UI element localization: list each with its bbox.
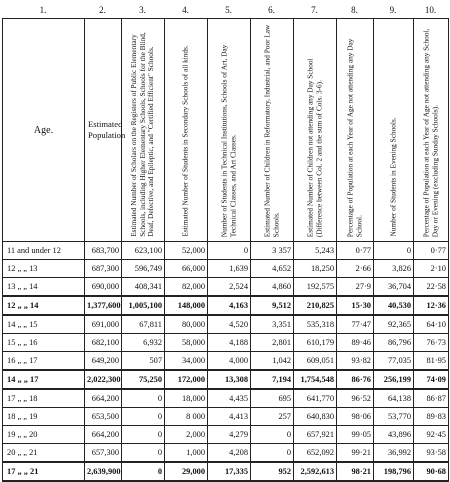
value-cell-col9: 36,704 bbox=[374, 278, 414, 297]
value-cell-col9: 40,530 bbox=[374, 296, 414, 315]
value-cell-col3: 0 bbox=[122, 444, 165, 463]
column-number-row bbox=[2, 2, 448, 18]
value-cell-col8: 96·52 bbox=[337, 389, 374, 408]
value-cell-col3: 0 bbox=[122, 408, 165, 426]
value-cell-col2: 664,200 bbox=[85, 426, 122, 444]
value-cell-col10: 0·77 bbox=[414, 242, 449, 260]
value-cell-col4: 80,000 bbox=[165, 315, 208, 334]
header-population: Estimated Population bbox=[85, 19, 122, 242]
value-cell-col10: 22·58 bbox=[414, 278, 449, 297]
value-cell-col4: 66,000 bbox=[165, 260, 208, 278]
value-cell-col6: 3 357 bbox=[251, 242, 294, 260]
value-cell-col5: 4,000 bbox=[208, 352, 251, 371]
value-cell-col4: 148,000 bbox=[165, 296, 208, 315]
value-cell-col6: 4,652 bbox=[251, 260, 294, 278]
header-col7-text: Estimated Number of Children not attending any Day School (Difference between Col. 2 and the sum of Cols. 3-6). bbox=[305, 58, 323, 237]
header-col10 bbox=[414, 19, 449, 242]
value-cell-col4: 18,000 bbox=[165, 389, 208, 408]
value-cell-col4: 58,000 bbox=[165, 334, 208, 352]
value-cell-col4: 34,000 bbox=[165, 352, 208, 371]
value-cell-col3: 0 bbox=[122, 462, 165, 481]
value-cell-col9: 92,365 bbox=[374, 315, 414, 334]
value-cell-col3: 623,100 bbox=[122, 242, 165, 260]
value-cell-col10: 76·73 bbox=[414, 334, 449, 352]
value-cell-col7: 652,092 bbox=[294, 444, 337, 463]
value-cell-col5: 4,279 bbox=[208, 426, 251, 444]
value-cell-col8: 89·46 bbox=[337, 334, 374, 352]
value-cell-col7: 18,250 bbox=[294, 260, 337, 278]
value-cell-col10: 92·45 bbox=[414, 426, 449, 444]
value-cell-col4: 8 000 bbox=[165, 408, 208, 426]
header-col6-text: Estimated Number of Children in Reformatory, Industrial, and Poor Law Schools. bbox=[262, 24, 280, 237]
age-cell: 14 „ „ 15 bbox=[3, 315, 85, 334]
value-cell-col10: 12·36 bbox=[414, 296, 449, 315]
header-col4-text: Estimated Number of Students in Secondary Schools of all kinds. bbox=[180, 45, 190, 237]
header-col5 bbox=[208, 19, 251, 242]
value-cell-col7: 210,825 bbox=[294, 296, 337, 315]
header-col8 bbox=[337, 19, 374, 242]
header-col3 bbox=[122, 19, 165, 242]
value-cell-col3: 75,250 bbox=[122, 370, 165, 389]
value-cell-col2: 649,200 bbox=[85, 352, 122, 371]
table-row bbox=[3, 278, 449, 297]
age-cell: 15 „ „ 16 bbox=[3, 334, 85, 352]
value-cell-col6: 9,512 bbox=[251, 296, 294, 315]
value-cell-col9: 3,826 bbox=[374, 260, 414, 278]
value-cell-col7: 535,318 bbox=[294, 315, 337, 334]
value-cell-col7: 2,592,613 bbox=[294, 462, 337, 481]
header-row bbox=[3, 19, 449, 242]
value-cell-col2: 690,000 bbox=[85, 278, 122, 297]
table-row bbox=[3, 315, 449, 334]
header-col7 bbox=[294, 19, 337, 242]
value-cell-col4: 172,000 bbox=[165, 370, 208, 389]
value-cell-col8: 98·06 bbox=[337, 408, 374, 426]
value-cell-col3: 0 bbox=[122, 389, 165, 408]
value-cell-col9: 198,796 bbox=[374, 462, 414, 481]
value-cell-col8: 99·05 bbox=[337, 426, 374, 444]
value-cell-col9: 36,992 bbox=[374, 444, 414, 463]
statistics-table-page bbox=[2, 2, 448, 482]
table-row bbox=[3, 426, 449, 444]
value-cell-col8: 0·77 bbox=[337, 242, 374, 260]
value-cell-col7: 641,770 bbox=[294, 389, 337, 408]
column-number: 3. bbox=[139, 5, 146, 15]
column-number: 5. bbox=[225, 5, 232, 15]
header-col8-text: Percentage of Population at each Year of Age not attending any Day School. bbox=[345, 38, 363, 237]
table-row bbox=[3, 352, 449, 371]
value-cell-col2: 1,377,600 bbox=[85, 296, 122, 315]
value-cell-col8: 98·21 bbox=[337, 462, 374, 481]
value-cell-col5: 13,308 bbox=[208, 370, 251, 389]
value-cell-col2: 682,100 bbox=[85, 334, 122, 352]
value-cell-col2: 2,022,300 bbox=[85, 370, 122, 389]
value-cell-col6: 0 bbox=[251, 444, 294, 463]
value-cell-col4: 52,000 bbox=[165, 242, 208, 260]
table-total-row bbox=[3, 462, 449, 481]
table-row bbox=[3, 334, 449, 352]
value-cell-col9: 43,896 bbox=[374, 426, 414, 444]
age-cell: 16 „ „ 17 bbox=[3, 352, 85, 371]
header-col9-text: Number of Students in Evening Schools. bbox=[388, 117, 398, 237]
header-col4 bbox=[165, 19, 208, 242]
value-cell-col10: 2·10 bbox=[414, 260, 449, 278]
table-row bbox=[3, 408, 449, 426]
value-cell-col9: 53,770 bbox=[374, 408, 414, 426]
value-cell-col7: 192,575 bbox=[294, 278, 337, 297]
value-cell-col6: 7,194 bbox=[251, 370, 294, 389]
table-body bbox=[3, 242, 449, 482]
value-cell-col6: 3,351 bbox=[251, 315, 294, 334]
age-cell: 13 „ „ 14 bbox=[3, 278, 85, 297]
value-cell-col3: 507 bbox=[122, 352, 165, 371]
value-cell-col5: 4,520 bbox=[208, 315, 251, 334]
column-number: 1. bbox=[39, 5, 47, 15]
value-cell-col9: 77,035 bbox=[374, 352, 414, 371]
age-cell: 17 „ „ 18 bbox=[3, 389, 85, 408]
value-cell-col2: 691,000 bbox=[85, 315, 122, 334]
header-col10-text: Percentage of Population at each Year of Age not attending any School, Day or Evening (excluding Sunday Schools). bbox=[421, 28, 439, 237]
value-cell-col10: 81·95 bbox=[414, 352, 449, 371]
value-cell-col10: 93·58 bbox=[414, 444, 449, 463]
value-cell-col3: 0 bbox=[122, 426, 165, 444]
value-cell-col5: 1,639 bbox=[208, 260, 251, 278]
value-cell-col6: 0 bbox=[251, 426, 294, 444]
value-cell-col5: 4,435 bbox=[208, 389, 251, 408]
header-age: Age. bbox=[3, 19, 85, 242]
value-cell-col6: 4,860 bbox=[251, 278, 294, 297]
value-cell-col6: 2,801 bbox=[251, 334, 294, 352]
column-number: 7. bbox=[311, 5, 318, 15]
school-attendance-table bbox=[2, 18, 449, 482]
value-cell-col2: 2,639,900 bbox=[85, 462, 122, 481]
header-col3-text: Estimated Number of Scholars on the Registers of Public Elementary Schools, including Higher Elementary Schools, Schools for the Blind, Deaf, Defective, and Epileptic, and "Certified Efficient" Schools. bbox=[129, 32, 156, 237]
value-cell-col5: 17,335 bbox=[208, 462, 251, 481]
value-cell-col2: 687,300 bbox=[85, 260, 122, 278]
value-cell-col4: 1,000 bbox=[165, 444, 208, 463]
value-cell-col2: 683,700 bbox=[85, 242, 122, 260]
value-cell-col5: 4,413 bbox=[208, 408, 251, 426]
value-cell-col6: 952 bbox=[251, 462, 294, 481]
header-col6 bbox=[251, 19, 294, 242]
value-cell-col9: 86,796 bbox=[374, 334, 414, 352]
value-cell-col7: 610,179 bbox=[294, 334, 337, 352]
value-cell-col4: 29,000 bbox=[165, 462, 208, 481]
value-cell-col9: 64,138 bbox=[374, 389, 414, 408]
column-number: 2. bbox=[99, 5, 106, 15]
value-cell-col10: 74·09 bbox=[414, 370, 449, 389]
value-cell-col10: 64·10 bbox=[414, 315, 449, 334]
value-cell-col10: 86·87 bbox=[414, 389, 449, 408]
value-cell-col9: 0 bbox=[374, 242, 414, 260]
value-cell-col8: 93·82 bbox=[337, 352, 374, 371]
value-cell-col8: 15·30 bbox=[337, 296, 374, 315]
column-number: 9. bbox=[389, 5, 397, 15]
value-cell-col10: 89·83 bbox=[414, 408, 449, 426]
value-cell-col4: 2,000 bbox=[165, 426, 208, 444]
column-number: 4. bbox=[182, 5, 189, 15]
value-cell-col3: 596,749 bbox=[122, 260, 165, 278]
value-cell-col5: 4,163 bbox=[208, 296, 251, 315]
value-cell-col7: 1,754,548 bbox=[294, 370, 337, 389]
table-row bbox=[3, 444, 449, 463]
value-cell-col6: 695 bbox=[251, 389, 294, 408]
value-cell-col6: 1,042 bbox=[251, 352, 294, 371]
table-row bbox=[3, 389, 449, 408]
value-cell-col7: 609,051 bbox=[294, 352, 337, 371]
value-cell-col2: 664,200 bbox=[85, 389, 122, 408]
value-cell-col4: 82,000 bbox=[165, 278, 208, 297]
value-cell-col8: 2·66 bbox=[337, 260, 374, 278]
value-cell-col3: 6,932 bbox=[122, 334, 165, 352]
age-cell: 18 „ „ 19 bbox=[3, 408, 85, 426]
value-cell-col5: 2,524 bbox=[208, 278, 251, 297]
value-cell-col5: 4,188 bbox=[208, 334, 251, 352]
value-cell-col8: 99·21 bbox=[337, 444, 374, 463]
header-col9 bbox=[374, 19, 414, 242]
value-cell-col3: 67,811 bbox=[122, 315, 165, 334]
value-cell-col7: 5,243 bbox=[294, 242, 337, 260]
value-cell-col3: 408,341 bbox=[122, 278, 165, 297]
column-number: 8. bbox=[351, 5, 358, 15]
column-number: 6. bbox=[268, 5, 275, 15]
age-cell: 20 „ „ 21 bbox=[3, 444, 85, 463]
value-cell-col8: 27·9 bbox=[337, 278, 374, 297]
value-cell-col6: 257 bbox=[251, 408, 294, 426]
table-row bbox=[3, 260, 449, 278]
value-cell-col5: 4,208 bbox=[208, 444, 251, 463]
age-cell: 12 „ „ 13 bbox=[3, 260, 85, 278]
age-cell: 17 „ „ 21 bbox=[3, 462, 85, 481]
age-cell: 12 „ „ 14 bbox=[3, 296, 85, 315]
value-cell-col2: 653,500 bbox=[85, 408, 122, 426]
value-cell-col5: 0 bbox=[208, 242, 251, 260]
table-row bbox=[3, 242, 449, 260]
age-cell: 11 and under 12 bbox=[3, 242, 85, 260]
value-cell-col3: 1,005,100 bbox=[122, 296, 165, 315]
value-cell-col8: 77·47 bbox=[337, 315, 374, 334]
header-col5-text: Number of Students in Technical Institutions, Schools of Art, Day Technical Classes, and Art Classes. bbox=[219, 44, 237, 237]
table-total-row bbox=[3, 370, 449, 389]
value-cell-col2: 657,300 bbox=[85, 444, 122, 463]
value-cell-col7: 640,830 bbox=[294, 408, 337, 426]
value-cell-col7: 657,921 bbox=[294, 426, 337, 444]
value-cell-col8: 86·76 bbox=[337, 370, 374, 389]
column-number: 10. bbox=[424, 5, 437, 15]
age-cell: 19 „ „ 20 bbox=[3, 426, 85, 444]
value-cell-col10: 90·68 bbox=[414, 462, 449, 481]
age-cell: 14 „ „ 17 bbox=[3, 370, 85, 389]
table-total-row bbox=[3, 296, 449, 315]
value-cell-col9: 256,199 bbox=[374, 370, 414, 389]
